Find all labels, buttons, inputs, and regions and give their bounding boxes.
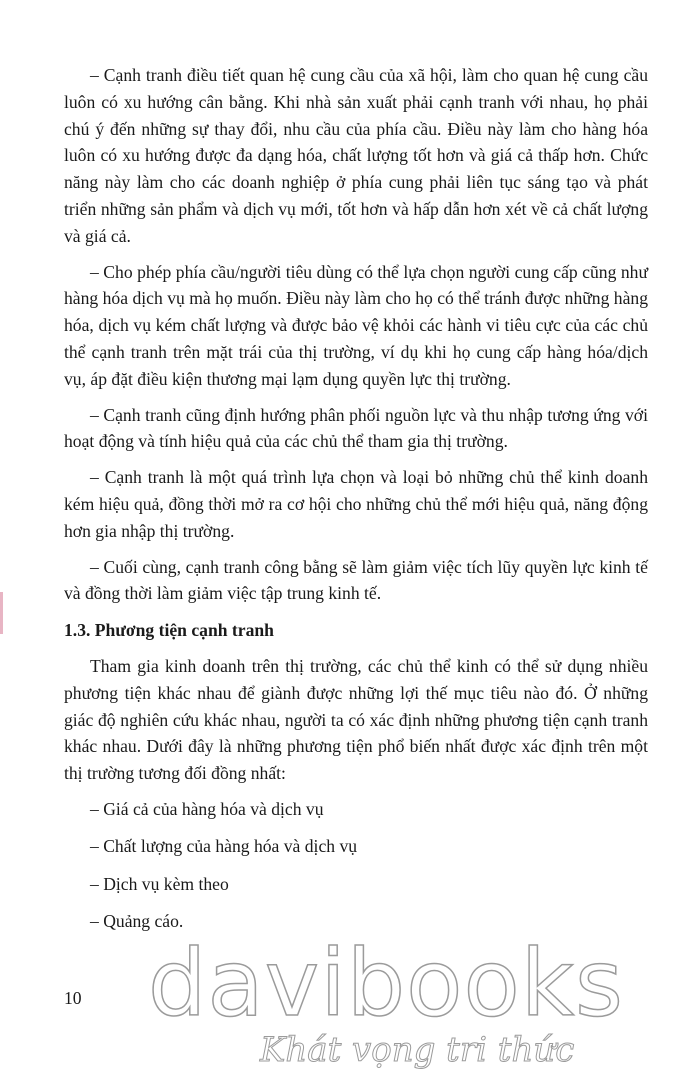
paragraph-consumer-choice: – Cho phép phía cầu/người tiêu dùng có thể lựa chọn người cung cấp cũng như hàng hóa dịch vụ mà họ muốn. Điều này làm cho họ có thể tránh được những hàng hóa, dịch vụ kém chất lượng và được bảo vệ khỏi các hành vi tiêu cực của các chủ thể cạnh tranh trên mặt trái của thị trường, ví dụ khi họ cung cấp hàng hóa/dịch vụ, áp đặt điều kiện thương mại lạm dụng quyền lực thị trường. — [64, 261, 648, 389]
page-number: 10 — [64, 988, 82, 1008]
paragraph-fair-competition: – Cuối cùng, cạnh tranh công bằng sẽ làm giảm việc tích lũy quyền lực kinh tế và đồng thời làm giảm việc tập trung kinh tế. — [64, 556, 648, 604]
list-item-quality: – Chất lượng của hàng hóa và dịch vụ — [90, 836, 358, 857]
list-item-services: – Dịch vụ kèm theo — [90, 873, 229, 894]
watermark — [148, 930, 668, 1070]
section-heading: 1.3. Phương tiện cạnh tranh — [64, 620, 274, 641]
paragraph-resource-allocation: – Cạnh tranh cũng định hướng phân phối nguồn lực và thu nhập tương ứng với hoạt động và tính hiệu quả của các chủ thể tham gia thị trường. — [64, 404, 648, 452]
paragraph-selection-process: – Cạnh tranh là một quá trình lựa chọn và loại bỏ những chủ thể kinh doanh kém hiệu quả, đồng thời mở ra cơ hội cho những chủ thể mới hiệu quả, năng động hơn gia nhập thị trường. — [64, 467, 648, 541]
list-item-advertising: – Quảng cáo. — [90, 910, 184, 931]
page-edge-mark — [0, 592, 3, 634]
watermark-tagline: Khát vọng tri thức — [260, 1030, 575, 1070]
page-body — [64, 62, 648, 945]
list-item-price: – Giá cả của hàng hóa và dịch vụ — [90, 798, 324, 819]
paragraph-supply-demand: – Cạnh tranh điều tiết quan hệ cung cầu của xã hội, làm cho quan hệ cung cầu luôn có xu hướng cân bằng. Khi nhà sản xuất phải cạnh tranh với nhau, họ phải chú ý đến những sự thay đổi, nhu cầu của phía cầu. Điều này làm cho hàng hóa luôn có xu hướng được đa dạng hóa, chất lượng tốt hơn và giá cả thấp hơn. Chức năng này làm cho các doanh nghiệp ở phía cung phải liên tục sáng tạo và phát triển những sản phẩm và dịch vụ mới, tốt hơn và hấp dẫn hơn xét về cả chất lượng và giá cả. — [64, 65, 648, 246]
watermark-brand: davibooks — [148, 930, 624, 1037]
section-intro-paragraph: Tham gia kinh doanh trên thị trường, các chủ thể kinh có thể sử dụng nhiều phương tiện khác nhau để giành được những lợi thế mục tiêu nào đó. Ở những giác độ nghiên cứu khác nhau, người ta có xác định những phương tiện cạnh tranh khác nhau. Dưới đây là những phương tiện phổ biến nhất được xác định trên một thị trường tương đối đồng nhất: — [64, 655, 648, 784]
